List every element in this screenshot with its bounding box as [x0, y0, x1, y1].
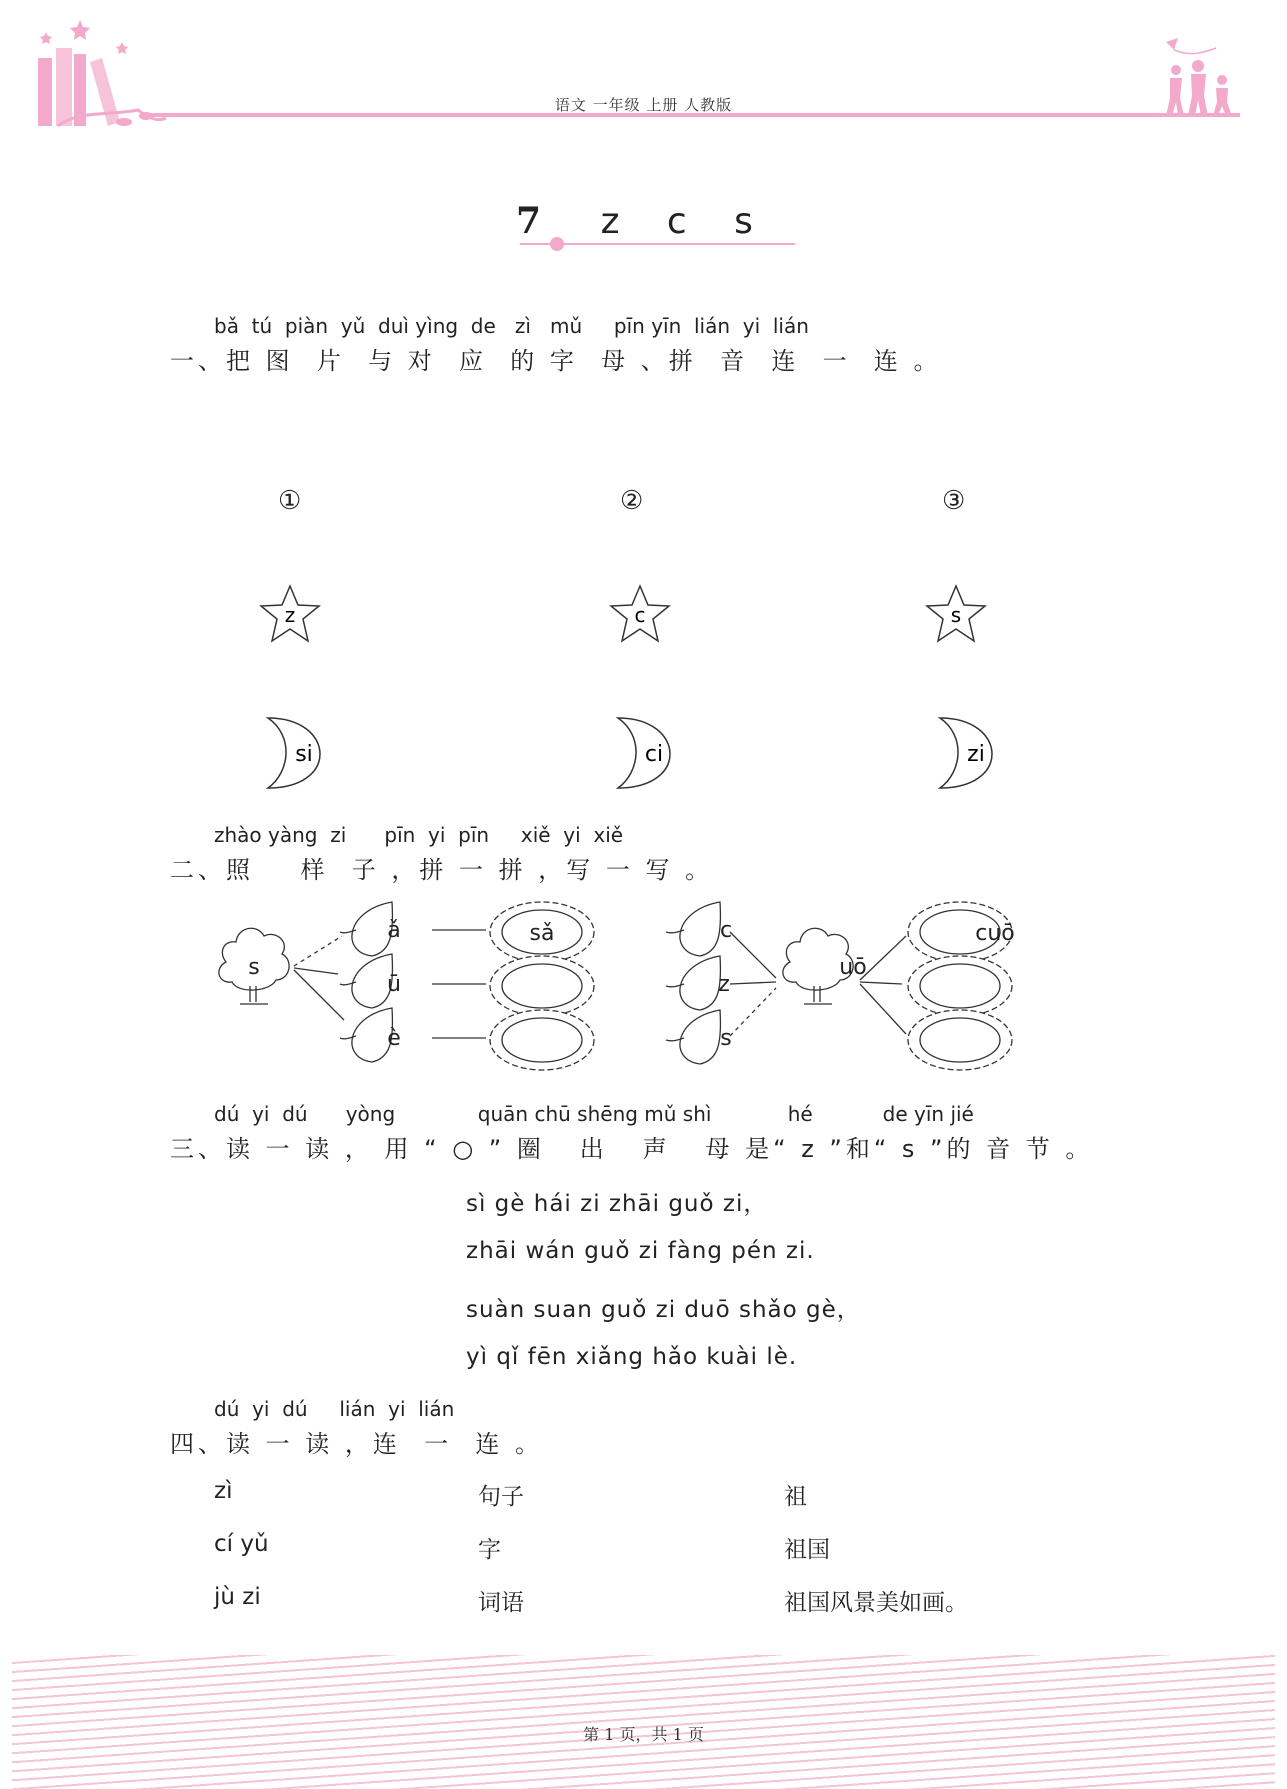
leaf-label: c	[719, 918, 733, 943]
star-label: c	[634, 603, 646, 627]
tree-label-left: s	[248, 955, 260, 980]
item-number-2: ②	[620, 486, 644, 516]
star-c[interactable]	[608, 584, 672, 644]
leaf-label: ū	[387, 972, 401, 997]
star-label: z	[284, 603, 296, 627]
poem-line-2: zhāi wán guǒ zi fàng pén zi.	[466, 1238, 815, 1264]
poem-line-4: yì qǐ fēn xiǎng hǎo kuài lè.	[466, 1344, 798, 1370]
chinese-word[interactable]: 字	[478, 1537, 501, 1563]
lesson-letter: c	[666, 201, 693, 242]
lesson-letter: z	[600, 201, 626, 242]
section4-title: 四、读 一 读 ，连 一 连 。	[170, 1430, 544, 1458]
moon-label: zi	[967, 742, 985, 767]
chinese-word[interactable]: 句子	[478, 1484, 524, 1510]
section2-pinyin: zhào yàng zi pīn yi pīn xiě yi xiě	[214, 823, 624, 847]
tree-label-right: uō	[839, 955, 867, 980]
item-number-3: ③	[942, 486, 966, 516]
flower-answer: sǎ	[529, 921, 555, 946]
leaf-label: è	[387, 1026, 401, 1051]
section1-pinyin: bǎ tú piàn yǔ duì yìng de zì mǔ pīn yīn lián yi lián	[214, 314, 809, 338]
spelling-diagram	[210, 896, 1060, 1081]
moon-label: si	[295, 742, 313, 767]
page-number: 第 1 页，共 1 页	[583, 1725, 704, 1744]
leaf-label: ǎ	[387, 918, 401, 943]
pinyin-word[interactable]: jù zi	[214, 1584, 261, 1610]
books-logo	[28, 18, 168, 136]
star-s[interactable]	[924, 584, 988, 644]
leaf-label: s	[720, 1026, 732, 1051]
chinese-phrase[interactable]: 祖	[784, 1484, 807, 1510]
moon-ci[interactable]	[612, 716, 676, 790]
family-kite-illustration	[1160, 36, 1240, 120]
lesson-letter: s	[734, 201, 759, 242]
item-number-1: ①	[278, 486, 302, 516]
flower-answer: cuō	[975, 921, 1015, 946]
section4-pinyin: dú yi dú lián yi lián	[214, 1397, 455, 1421]
moon-label: ci	[644, 742, 664, 767]
star-z[interactable]	[258, 584, 322, 644]
leaf-label: z	[718, 972, 730, 997]
header-title: 语文 一年级 上册 人教版	[554, 96, 733, 114]
moon-si[interactable]	[262, 716, 326, 790]
section3-title: 三、读 一 读 ， 用 “ ○ ” 圈 出 声 母 是“ z ”和“ s ”的 音 节 。	[170, 1135, 1094, 1163]
section3-pinyin: dú yi dú yòng quān chū shēng mǔ shì hé de yīn jié	[214, 1102, 974, 1126]
pinyin-word[interactable]: zì	[214, 1478, 233, 1504]
poem-line-1: sì gè hái zi zhāi guǒ zi，	[466, 1191, 768, 1217]
chinese-word[interactable]: 词语	[478, 1590, 524, 1616]
moon-zi[interactable]	[934, 716, 998, 790]
poem-line-3: suàn suan guǒ zi duō shǎo gè，	[466, 1297, 861, 1323]
section2-title: 二、照 样 子 ，拼 一 拼 ，写 一 写 。	[170, 856, 714, 884]
section1-title: 一、把 图 片 与 对 应 的 字 母 、拼 音 连 一 连 。	[170, 347, 942, 375]
lesson-title	[0, 200, 1287, 242]
lesson-number: 7	[516, 200, 548, 242]
title-dot	[550, 237, 564, 251]
pinyin-word[interactable]: cí yǔ	[214, 1531, 269, 1557]
star-label: s	[950, 603, 962, 627]
chinese-phrase[interactable]: 祖国风景美如画。	[784, 1590, 968, 1616]
chinese-phrase[interactable]: 祖国	[784, 1537, 830, 1563]
